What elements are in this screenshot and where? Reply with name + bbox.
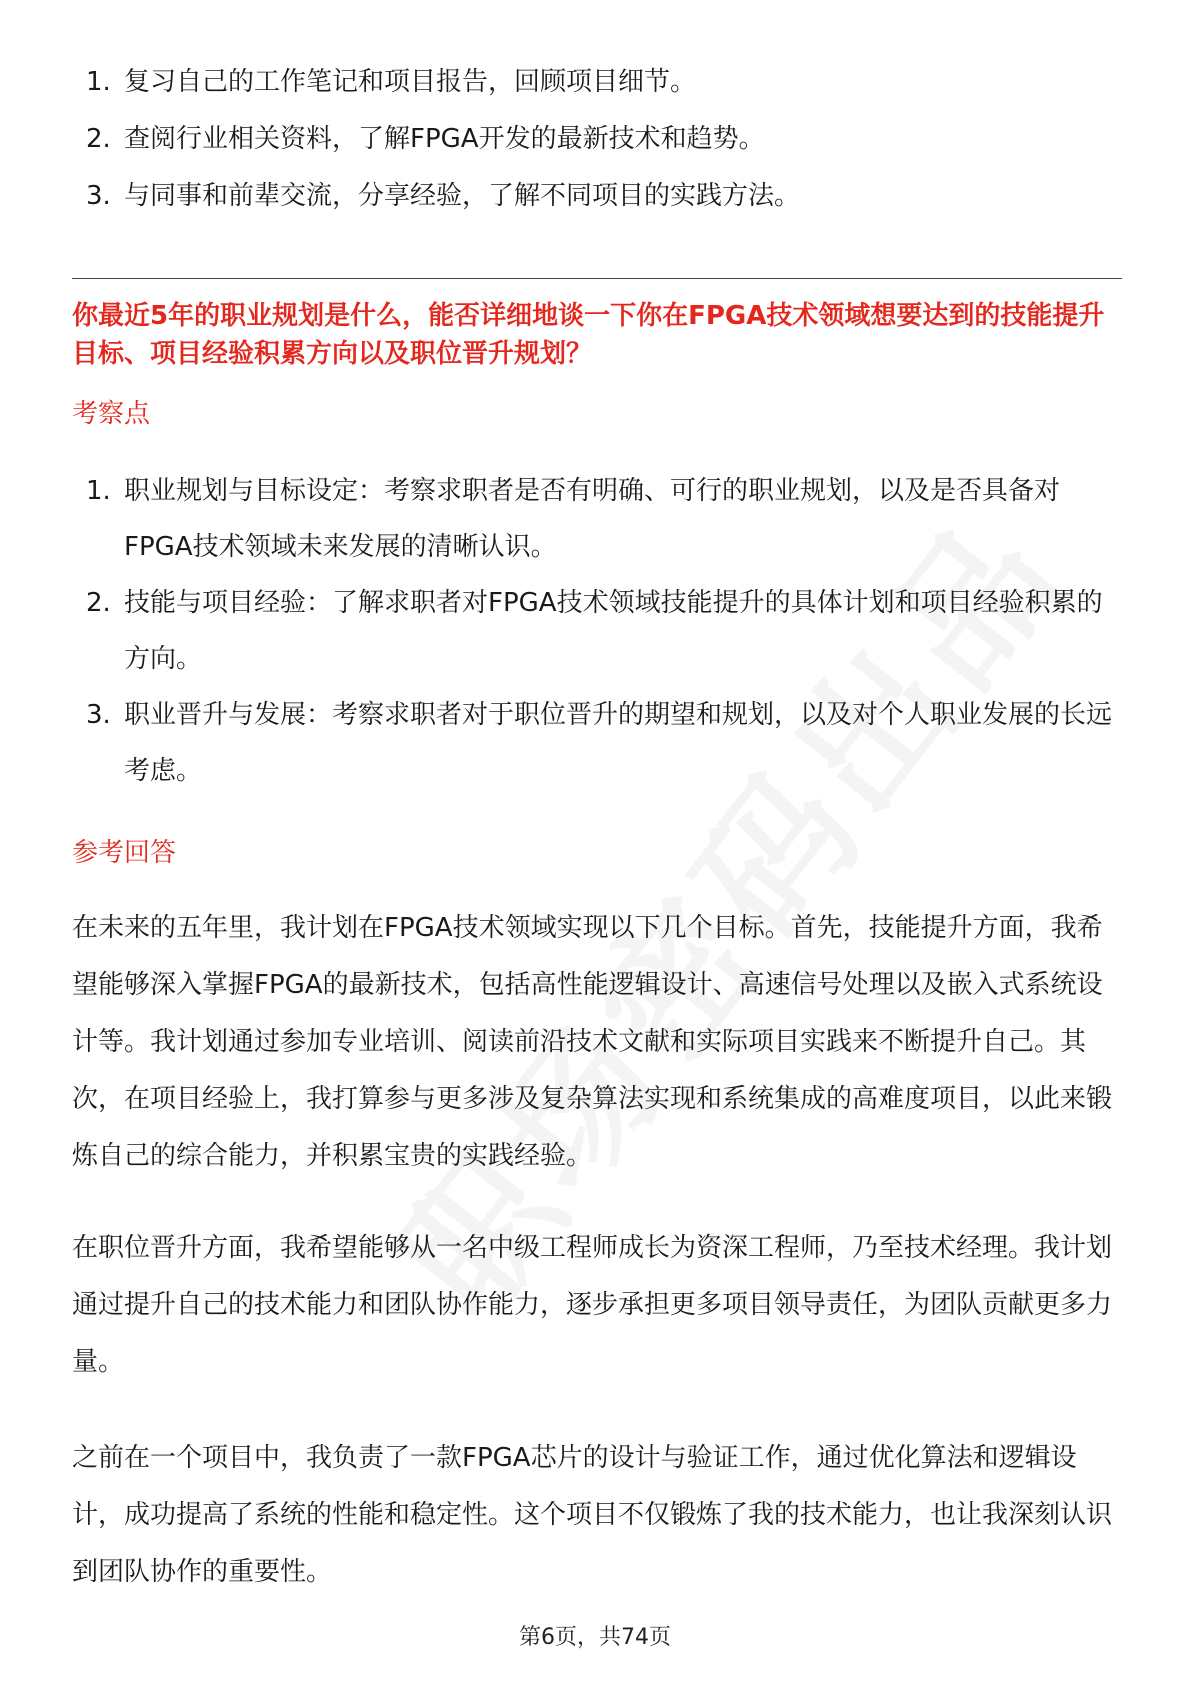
list-item-text: 技能与项目经验：了解求职者对FPGA技术领域技能提升的具体计划和项目经验积累的方向。 xyxy=(124,588,1103,674)
answer-paragraph: 在未来的五年里，我计划在FPGA技术领域实现以下几个目标。首先，技能提升方面，我希望能够深入掌握FPGA的最新技术，包括高性能逻辑设计、高速信号处理以及嵌入式系统设计等。我计划通过参加专业培训、阅读前沿技术文献和实际项目实践来不断提升自己。其次，在项目经验上，我打算参与更多涉及复杂算法实现和系统集成的高难度项目，以此来锻炼自己的综合能力，并积累宝贵的实践经验。 xyxy=(72,913,1113,1171)
list-number: 2. xyxy=(86,588,111,618)
list-number: 3. xyxy=(86,181,111,211)
list-item xyxy=(72,54,1122,111)
prep-list xyxy=(72,54,1122,225)
document-page xyxy=(72,0,1122,1684)
answer-paragraph: 之前在一个项目中，我负责了一款FPGA芯片的设计与验证工作，通过优化算法和逻辑设计，成功提高了系统的性能和稳定性。这个项目不仅锻炼了我的技术能力，也让我深刻认识到团队协作的重要性。 xyxy=(72,1443,1113,1587)
list-number: 1. xyxy=(86,476,111,506)
list-item-text: 职业晋升与发展：考察求职者对于职位晋升的期望和规划，以及对个人职业发展的长远考虑。 xyxy=(124,700,1113,786)
list-item-text: 与同事和前辈交流，分享经验，了解不同项目的实践方法。 xyxy=(124,181,801,211)
list-item-text: 复习自己的工作笔记和项目报告，回顾项目细节。 xyxy=(124,67,697,97)
focus-list xyxy=(72,463,1122,799)
list-item xyxy=(72,575,1122,687)
answer-label: 参考回答 xyxy=(72,838,177,868)
list-number: 2. xyxy=(86,124,111,154)
section-divider xyxy=(72,278,1122,279)
list-item xyxy=(72,168,1122,225)
list-number: 1. xyxy=(86,67,111,97)
list-item xyxy=(72,463,1122,575)
answer-paragraph: 在职位晋升方面，我希望能够从一名中级工程师成长为资深工程师，乃至技术经理。我计划通过提升自己的技术能力和团队协作能力，逐步承担更多项目领导责任，为团队贡献更多力量。 xyxy=(72,1233,1113,1377)
list-item-text: 查阅行业相关资料，了解FPGA开发的最新技术和趋势。 xyxy=(124,124,765,154)
question-heading: 你最近5年的职业规划是什么，能否详细地谈一下你在FPGA技术领域想要达到的技能提升目标、项目经验积累方向以及职位晋升规划？ xyxy=(72,301,1105,369)
list-number: 3. xyxy=(86,700,111,730)
focus-label: 考察点 xyxy=(72,399,151,429)
list-item-text: 职业规划与目标设定：考察求职者是否有明确、可行的职业规划，以及是否具备对FPGA技术领域未来发展的清晰认识。 xyxy=(124,476,1061,562)
page-footer: 第6页，共74页 xyxy=(519,1625,671,1650)
list-item xyxy=(72,111,1122,168)
list-item xyxy=(72,687,1122,799)
